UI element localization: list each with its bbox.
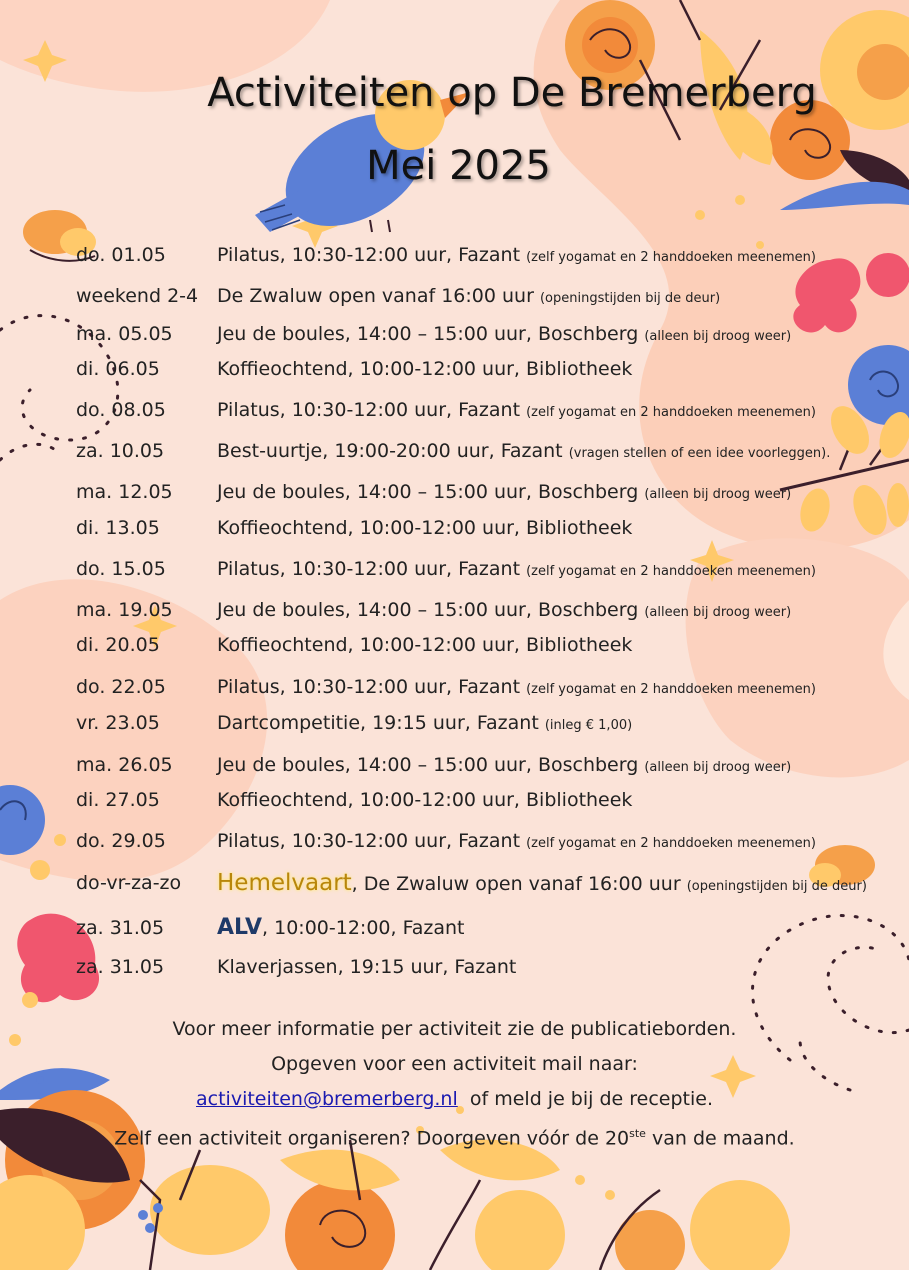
activity-note: (alleen bij droog weer): [644, 329, 792, 344]
activity-description: [217, 709, 632, 740]
footer-signup: Opgeven voor een activiteit mail naar:: [271, 1053, 638, 1075]
activity-description: [217, 478, 791, 509]
month-label: Mei 2025: [366, 143, 551, 189]
activity-note: (alleen bij droog weer): [644, 760, 792, 775]
activity-date: ma. 26.05: [76, 754, 173, 776]
activity-date: do. 22.05: [76, 676, 166, 698]
activity-text: Pilatus, 10:30-12:00 uur, Fazant: [217, 830, 521, 852]
activity-description: [217, 355, 632, 383]
activity-description: [217, 514, 632, 542]
activity-description: [217, 914, 465, 942]
activity-date: di. 13.05: [76, 517, 160, 539]
activity-text: Jeu de boules, 14:00 – 15:00 uur, Boschberg: [217, 599, 639, 621]
activity-text: Best-uurtje, 19:00-20:00 uur, Fazant: [217, 440, 563, 462]
activity-date: za. 10.05: [76, 440, 165, 462]
activity-description: [217, 437, 830, 468]
footer-organize-sup: ste: [629, 1127, 646, 1140]
activity-note: (zelf yogamat en 2 handdoeken meenemen): [526, 836, 816, 851]
activity-date: di. 20.05: [76, 634, 160, 656]
activity-text: Pilatus, 10:30-12:00 uur, Fazant: [217, 399, 521, 421]
activity-text: Jeu de boules, 14:00 – 15:00 uur, Boschberg: [217, 754, 639, 776]
activity-date: ma. 19.05: [76, 599, 173, 621]
activity-date: weekend 2-4: [76, 285, 199, 307]
activity-date: ma. 05.05: [76, 323, 173, 345]
activity-description: [217, 396, 816, 427]
activity-note: (openingstijden bij de deur): [686, 879, 867, 894]
activity-note: (alleen bij droog weer): [644, 605, 792, 620]
activity-description: [217, 673, 816, 704]
activity-note: (zelf yogamat en 2 handdoeken meenemen): [526, 564, 816, 579]
activity-text: Pilatus, 10:30-12:00 uur, Fazant: [217, 244, 521, 266]
activity-date: za. 31.05: [76, 956, 165, 978]
activity-description: [217, 751, 791, 782]
activity-note: (vragen stellen of een idee voorleggen).: [568, 446, 831, 461]
activity-text: Koffieochtend, 10:00-12:00 uur, Bibliotheek: [217, 358, 633, 380]
activity-text: Jeu de boules, 14:00 – 15:00 uur, Boschberg: [217, 481, 639, 503]
activity-note: (openingstijden bij de deur): [539, 291, 721, 306]
footer-contact: [0, 1082, 909, 1116]
activity-description: [217, 953, 516, 981]
activity-description: [217, 241, 816, 272]
activity-description: [217, 786, 632, 814]
activity-text: Koffieochtend, 10:00-12:00 uur, Bibliotheek: [217, 517, 633, 539]
footer-contact-suffix: of meld je bij de receptie.: [469, 1088, 713, 1110]
meeting-highlight: ALV: [217, 915, 263, 940]
activity-description: [217, 282, 720, 313]
activity-text: De Zwaluw open vanaf 16:00 uur: [217, 285, 534, 307]
activity-date: vr. 23.05: [76, 712, 160, 734]
activity-date: di. 06.05: [76, 358, 160, 380]
activity-description: [217, 869, 867, 901]
footer-organize-end: van de maand.: [651, 1127, 795, 1150]
page-subtitle: [0, 143, 909, 189]
activity-description: [217, 827, 816, 858]
footer-organize-text: Zelf een activiteit organiseren? Doorgeven vóór de 20: [114, 1127, 630, 1150]
activity-text: Pilatus, 10:30-12:00 uur, Fazant: [217, 676, 521, 698]
email-link[interactable]: activiteiten@bremerberg.nl: [196, 1088, 458, 1110]
activity-note: (zelf yogamat en 2 handdoeken meenemen): [526, 405, 816, 420]
footer-info: Voor meer informatie per activiteit zie de publicatieborden.: [172, 1018, 737, 1040]
activity-note: (alleen bij droog weer): [644, 487, 792, 502]
activity-text: Koffieochtend, 10:00-12:00 uur, Bibliotheek: [217, 789, 633, 811]
activity-date: do. 29.05: [76, 830, 166, 852]
activity-text: Klaverjassen, 19:15 uur, Fazant: [217, 956, 517, 978]
activity-text: , 10:00-12:00, Fazant: [262, 917, 465, 939]
activity-date: do-vr-za-zo: [76, 872, 182, 894]
activity-date: do. 15.05: [76, 558, 166, 580]
activity-text: Koffieochtend, 10:00-12:00 uur, Bibliotheek: [217, 634, 633, 656]
activity-description: [217, 555, 816, 586]
activity-date: di. 27.05: [76, 789, 160, 811]
activity-date: do. 08.05: [76, 399, 166, 421]
activity-text: Pilatus, 10:30-12:00 uur, Fazant: [217, 558, 521, 580]
activity-description: [217, 320, 791, 351]
page-title: Activiteiten op De Bremerberg: [207, 70, 817, 116]
activity-note: (zelf yogamat en 2 handdoeken meenemen): [526, 250, 816, 265]
activity-note: (inleg € 1,00): [544, 718, 633, 733]
activity-date: ma. 12.05: [76, 481, 173, 503]
activity-text: Jeu de boules, 14:00 – 15:00 uur, Boschberg: [217, 323, 639, 345]
activity-date: za. 31.05: [76, 917, 165, 939]
activity-description: [217, 596, 791, 627]
activity-text: Dartcompetitie, 19:15 uur, Fazant: [217, 712, 539, 734]
holiday-highlight: Hemelvaart: [217, 870, 352, 896]
footer-organize: [0, 1117, 909, 1155]
activity-note: (zelf yogamat en 2 handdoeken meenemen): [526, 682, 816, 697]
activity-date: do. 01.05: [76, 244, 166, 266]
activity-text: , De Zwaluw open vanaf 16:00 uur: [351, 873, 681, 895]
activity-description: [217, 631, 632, 659]
